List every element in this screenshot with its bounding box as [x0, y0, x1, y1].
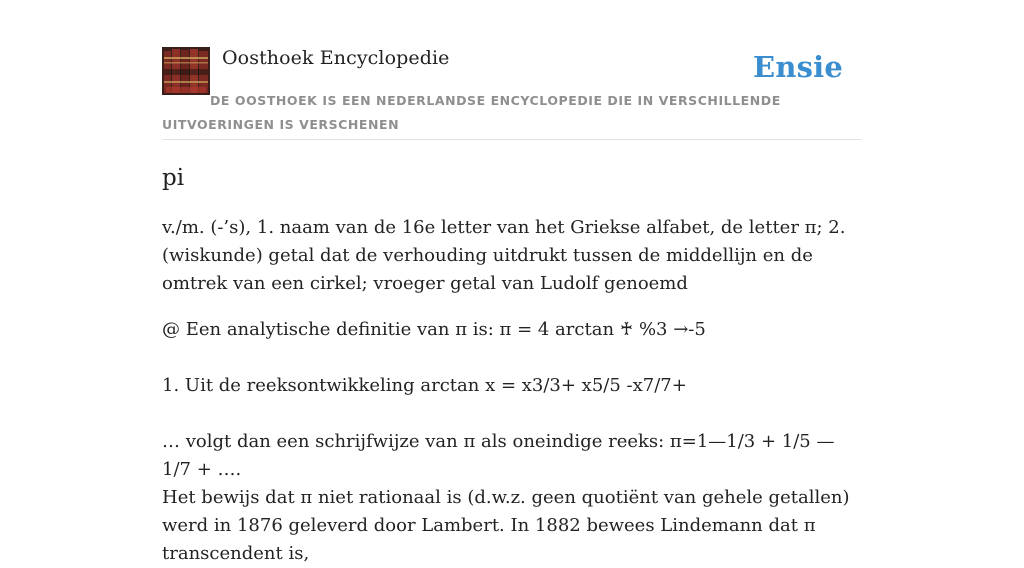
entry-definition: v./m. (-’s), 1. naam van de 16e letter van het Griekse alfabet, de letter π; 2. (wiskunde) getal dat de verhouding uitdrukt tussen de middellijn en de omtrek van een cirkel; vroeger getal van Ludolf genoemd — [162, 217, 846, 294]
entry-term: pi — [162, 165, 185, 191]
site-tagline: DE OOSTHOEK IS EEN NEDERLANDSE ENCYCLOPEDIE DIE IN VERSCHILLENDE UITVOERINGEN IS VERSCHENEN — [162, 93, 781, 132]
entry-article — [162, 160, 862, 568]
entry-body: @ Een analytische definitie van π is: π = 4 arctan ♰ %3 →-5 1. Uit de reeksontwikkeling arctan x = x3/3+ x5/5 -x7/7+ … volgt dan een schrijfwijze van π als oneindige reeks: π=1—1/3 + 1/5 — 1/7 + …. Het bewijs dat π niet rationaal is (d.w.z. geen quotiënt van gehele getallen) werd in 1876 geleverd door Lambert. In 1882 bewees Lindemann dat π transcendent is, — [162, 319, 850, 564]
brand-logo[interactable]: Ensie — [753, 50, 843, 84]
book-spines-icon[interactable] — [162, 47, 210, 95]
site-title-link[interactable]: Oosthoek Encyclopedie — [222, 47, 450, 69]
site-header — [162, 44, 862, 140]
header-divider — [162, 139, 862, 140]
